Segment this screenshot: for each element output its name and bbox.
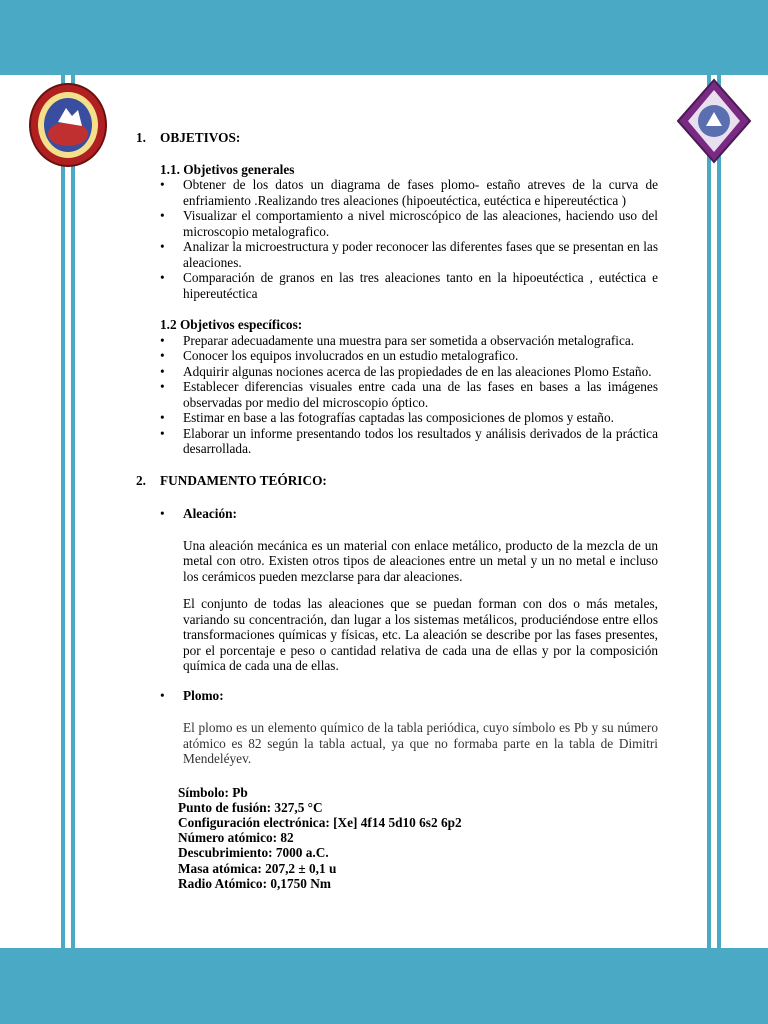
plomo-heading: • Plomo: — [160, 688, 658, 704]
property-line: Masa atómica: 207,2 ± 0,1 u — [178, 860, 337, 876]
section-1-heading: 1. OBJETIVOS: — [136, 130, 241, 145]
plomo-paragraph: El plomo es un elemento químico de la tabla periódica, cuyo símbolo es Pb y su número atómico es 82 según la tabla actual, ya que no formaba parte en la tabla de Dimitri Mendeléyev. — [183, 720, 658, 766]
section-2-heading: 2. FUNDAMENTO TEÓRICO: — [136, 472, 327, 488]
aleacion-paragraph-1: Una aleación mecánica es un material con enlace metálico, producto de la mezcla de un metal con otro. Existen otros tipos de aleaciones entre un metal y un no metal e incluso los cerámicos pueden mezclarse para dar aleaciones. — [183, 537, 658, 584]
list-item: • Analizar la microestructura y poder reconocer las diferentes fases que se presentan en las aleaciones. — [160, 239, 658, 270]
list-item: • Elaborar un informe presentando todos los resultados y análisis derivados de la práctica desarrollada. — [160, 426, 658, 457]
list-item: • Obtener de los datos un diagrama de fases plomo- estaño atreves de la curva de enfriamiento .Realizando tres aleaciones (hipoeutéctica, eutéctica e hipereutéctica ) — [160, 177, 658, 208]
list-item: • Estimar en base a las fotografías captadas las composiciones de plomos y estaño. — [160, 410, 658, 426]
property-line: Radio Atómico: 0,1750 Nm — [178, 875, 331, 891]
property-line: Punto de fusión: 327,5 °C — [178, 799, 323, 815]
list-item: • Comparación de granos en las tres aleaciones tanto en la hipoeutéctica , eutéctica e hipereutéctica — [160, 270, 658, 301]
property-line: Configuración electrónica: [Xe] 4f14 5d10 6s2 6p2 — [178, 814, 462, 830]
university-seal-logo — [28, 82, 108, 168]
aleacion-paragraph-2: El conjunto de todas las aleaciones que se puedan forman con dos o más metales, variando su concentración, dan lugar a los sistemas metálicos, produciéndose entre ellos transformaciones químicas y físicas, etc. La aleación se describe por las fases presentes, por el porcentaje e peso o cantidad relativa de cada una de ellas y por la composición química de cada una de ellas. — [183, 596, 658, 673]
section-1-1-heading: 1.1. Objetivos generales — [160, 161, 295, 177]
property-line: Símbolo: Pb — [178, 784, 248, 800]
property-line: Número atómico: 82 — [178, 830, 294, 846]
list-item: • Visualizar el comportamiento a nivel microscópico de las aleaciones, haciendo uso del microscopio metalografico. — [160, 208, 658, 239]
document-body — [136, 130, 658, 891]
list-item: • Preparar adecuadamente una muestra para ser sometida a observación metalografica. — [160, 333, 658, 349]
header-band — [0, 0, 768, 75]
specific-objectives-list — [136, 333, 658, 457]
list-item: • Conocer los equipos involucrados en un estudio metalografico. — [160, 348, 658, 364]
list-item: • Adquirir algunas nociones acerca de las propiedades de en las aleaciones Plomo Estaño. — [160, 364, 658, 380]
aleacion-heading: • Aleación: — [160, 506, 658, 522]
section-1-2-heading: 1.2 Objetivos específicos: — [160, 317, 303, 332]
general-objectives-list — [136, 177, 658, 301]
lead-properties-list — [178, 785, 658, 891]
school-badge-logo — [676, 78, 752, 164]
footer-band — [0, 948, 768, 1024]
property-line: Descubrimiento: 7000 a.C. — [178, 845, 329, 861]
list-item: • Establecer diferencias visuales entre cada una de las fases en bases a las imágenes observadas por medio del microscopio óptico. — [160, 379, 658, 410]
